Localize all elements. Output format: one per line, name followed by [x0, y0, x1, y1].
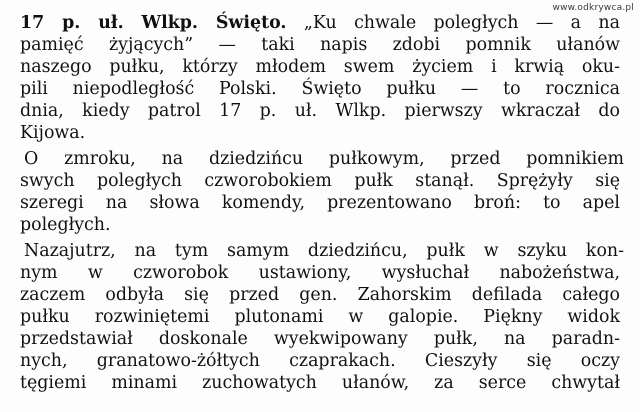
article-text [20, 12, 624, 394]
text-line: nych, granatowo-żółtych czaprakach. Cieszyły się oczy [20, 351, 620, 371]
text-line: naszego pułku, którzy młodem swem życiem i krwią oku- [20, 57, 620, 77]
text-line: szeregi na słowa komendy, prezentowano broń: to apel [20, 193, 620, 213]
text-line: dnia, kiedy patrol 17 p. uł. Wlkp. pierwszy wkraczał do [20, 101, 620, 121]
text-line: pułku rozwiniętemi plutonami w galopie. Piękny widok [20, 307, 620, 327]
text-line: tęgiemi minami zuchowatych ułanów, za serce chwytał [20, 373, 620, 393]
text-line: O zmroku, na dziedzińcu pułkowym, przed pomnikiem [24, 149, 624, 169]
text-line: Nazajutrz, na tym samym dziedzińcu, pułk w szyku kon- [24, 241, 624, 261]
heading-inline: 17 p. uł. Wlkp. Święto. [20, 13, 287, 33]
text-line: pili niepodległość Polski. Święto pułku — to rocznica [20, 79, 620, 99]
text-line: nym w czworobok ustawiony, wysłuchał nabożeństwa, [20, 263, 620, 283]
text-line: poległych. [20, 215, 111, 235]
text-line: zaczem odbyła się przed gen. Zahorskim defilada całego [20, 285, 620, 305]
text-line: swych poległych czworobokiem pułk stanął. Sprężyły się [20, 171, 620, 191]
paragraph-3 [20, 240, 624, 394]
text-span: „Ku chwale poległych — a na [286, 13, 620, 33]
text-line [20, 12, 620, 34]
paragraph-2 [20, 148, 624, 236]
text-line: Kijowa. [20, 123, 86, 143]
watermark: www.odkrywca.pl [552, 3, 634, 13]
text-line: pamięć żyjących” — taki napis zdobi pomnik ułanów [20, 35, 620, 55]
text-line: przedstawiał doskonale wyekwipowany pułk, na paradn- [20, 329, 620, 349]
paragraph-1 [20, 12, 620, 144]
